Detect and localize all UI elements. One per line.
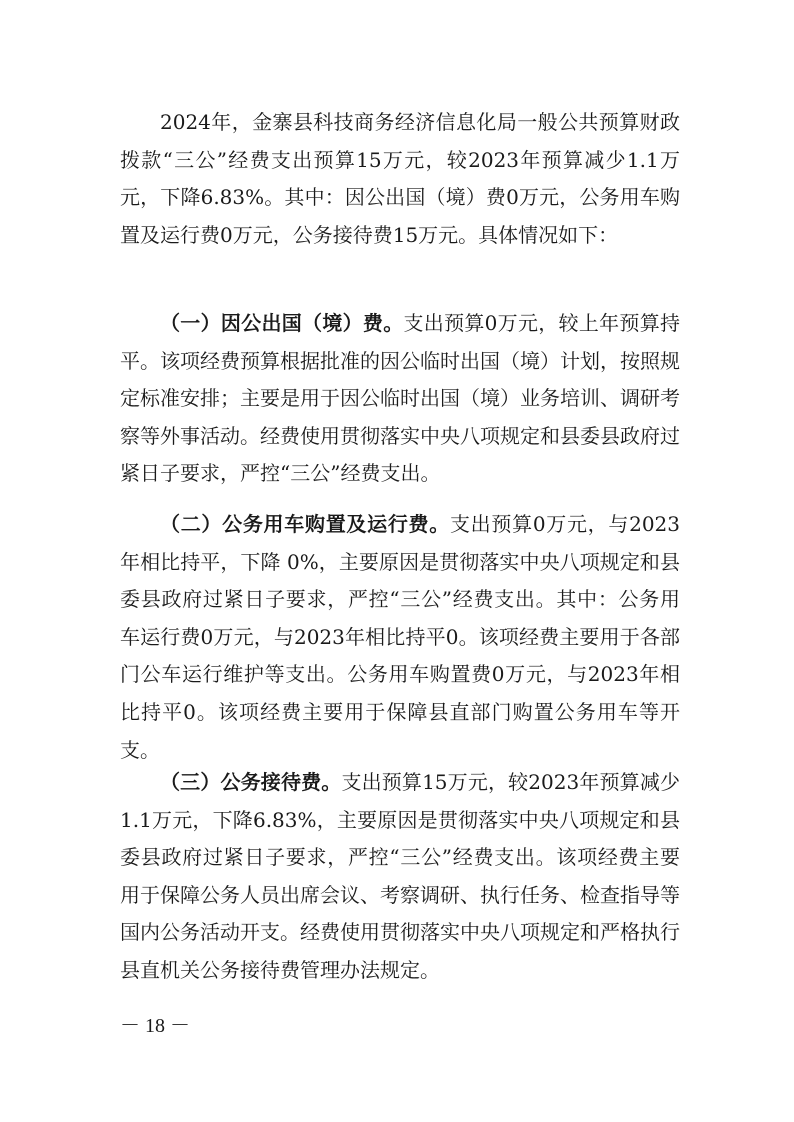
section-paragraph: [120, 305, 680, 493]
section-body: 支出预算0万元，较上年预算持平。该项经费预算根据批准的因公临时出国（境）计划，按照规定标准安排；主要是用于因公临时出国（境）业务培训、调研考察等外事活动。经费使用贯彻落实中央八项规定和县委县政府过紧日子要求，严控“三公”经费支出。: [120, 311, 681, 486]
page-number: － 18 －: [120, 1015, 190, 1037]
intro-paragraph-block: [120, 104, 680, 254]
section-paragraph: [120, 764, 680, 990]
section-heading: （三）公务接待费。: [160, 770, 342, 794]
section-official-reception: [120, 764, 680, 990]
section-body: 支出预算15万元，较2023年预算减少 1.1万元，下降6.83%，主要原因是贯彻落实中央八项规定和县委县政府过紧日子要求，严控“三公”经费支出。该项经费主要用于保障公务人员出席会议、考察调研、执行任务、检查指导等国内公务活动开支。经费使用贯彻落实中央八项规定和严格执行县直机关公务接待费管理办法规定。: [120, 770, 681, 982]
section-paragraph: [120, 506, 680, 769]
section-heading: （一）因公出国（境）费。: [160, 311, 404, 335]
section-foreign-travel: [120, 305, 680, 493]
section-official-vehicles: [120, 506, 680, 769]
section-heading: （二）公务用车购置及运行费。: [160, 512, 450, 536]
intro-paragraph: 2024年，金寨县科技商务经济信息化局一般公共预算财政拨款“三公”经费支出预算15万元，较2023年预算减少1.1万元，下降6.83%。其中：因公出国（境）费0万元，公务用车购置及运行费0万元，公务接待费15万元。具体情况如下：: [120, 110, 680, 247]
section-body: 支出预算0万元，与2023年相比持平，下降 0%，主要原因是贯彻落实中央八项规定和县委县政府过紧日子要求，严控“三公”经费支出。其中：公务用车运行费0万元，与2023年相比持平0。该项经费主要用于各部门公车运行维护等支出。公务用车购置费0万元，与2023年相比持平0。该项经费主要用于保障县直部门购置公务用车等开支。: [120, 512, 680, 762]
